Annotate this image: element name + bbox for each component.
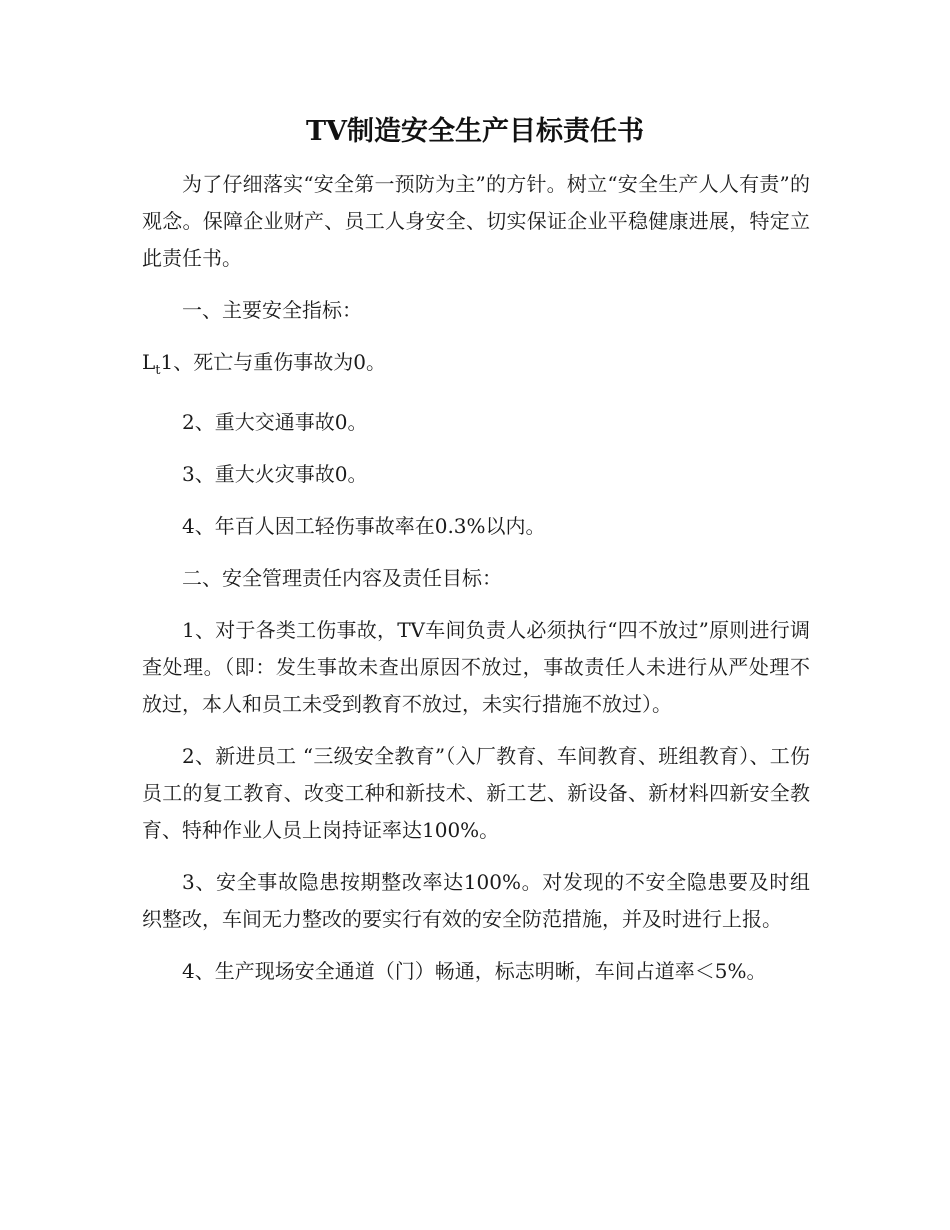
section2-item-2: 2、新进员工 “三级安全教育”（入厂教育、车间教育、班组教育）、工伤员工的复工教育、改变工种和新技术、新工艺、新设备、新材料四新安全教育、特种作业人员上岗持证率达100%。 [142,744,810,842]
section1-item-4: 4、年百人因工轻伤事故率在0.3%以内。 [182,514,546,538]
section1-item-2: 2、重大交通事故0。 [182,410,368,434]
section1-item-3: 3、重大火灾事故0。 [182,462,368,486]
section1-item-1 [142,344,810,389]
stray-mark [142,350,161,378]
section2-item-3: 3、安全事故隐患按期整改率达100%。对发现的不安全隐患要及时组织整改，车间无力整改的要实行有效的安全防范措施，并及时进行上报。 [142,870,810,931]
section1-heading: 一、主要安全指标： [182,298,362,322]
section2-item-4: 4、生产现场安全通道（门）畅通，标志明晰，车间占道率＜5%。 [182,959,767,983]
section1-item-1-text: 1、死亡与重伤事故为0。 [160,350,386,374]
document-title: TV制造安全生产目标责任书 [305,116,645,147]
document-body [142,166,810,1005]
stray-mark-letter: L [142,350,156,374]
stray-mark-subscript: t [155,363,161,378]
section2-heading: 二、安全管理责任内容及责任目标： [182,566,502,590]
intro-paragraph: 为了仔细落实“安全第一预防为主”的方针。树立“安全生产人人有责”的观念。保障企业财产、员工人身安全、切实保证企业平稳健康进展，特定立此责任书。 [142,172,810,270]
section2-item-1: 1、对于各类工伤事故，TV车间负责人必须执行“四不放过”原则进行调查处理。（即：发生事故未查出原因不放过，事故责任人未进行从严处理不放过，本人和员工未受到教育不放过，未实行措施不放过）。 [142,618,810,716]
